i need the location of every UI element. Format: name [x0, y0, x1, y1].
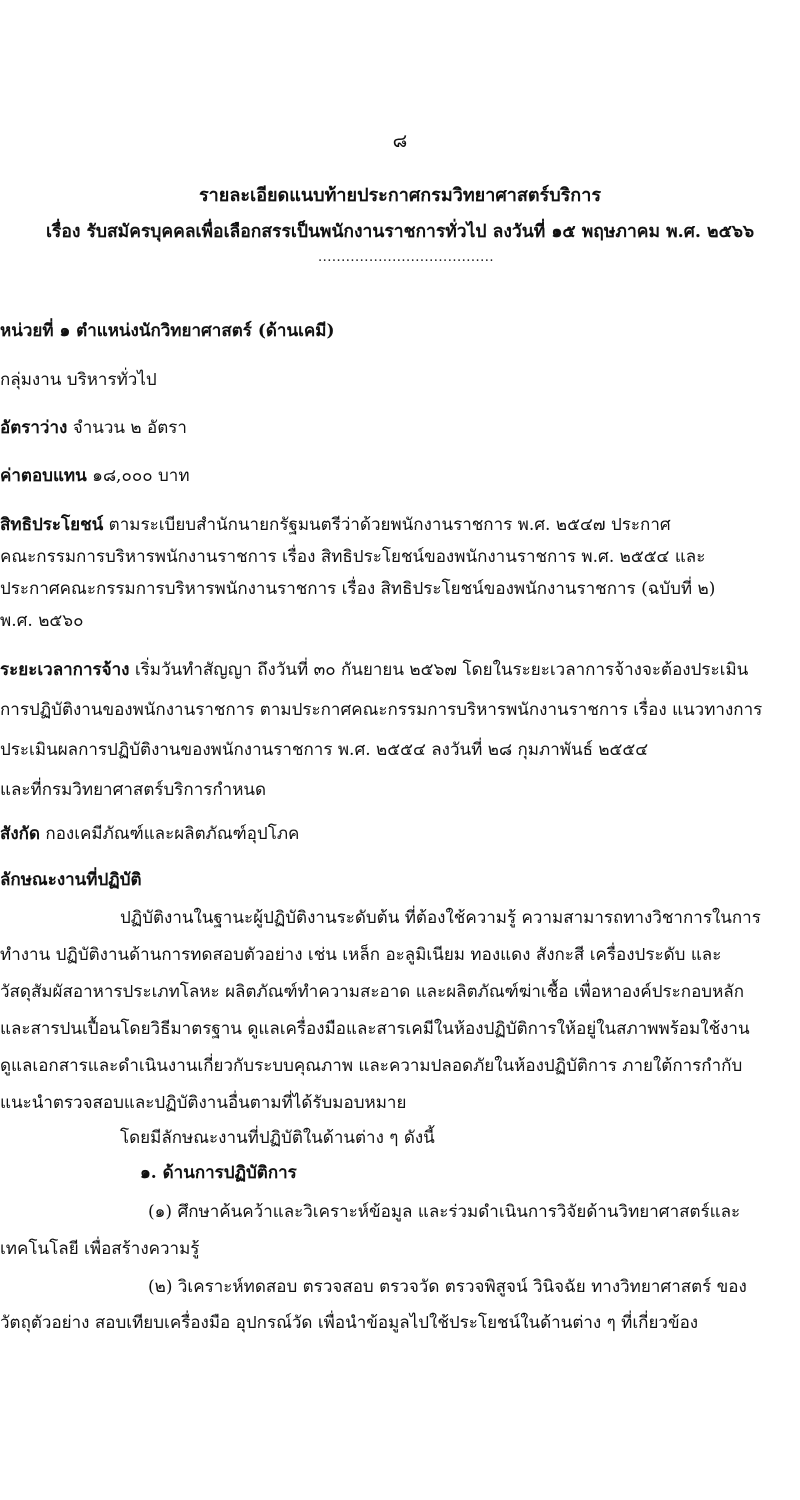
- rights-line: คณะกรรมการบริหารพนักงานราชการ เรื่อง สิทธิประโยชน์ของพนักงานราชการ พ.ศ. ๒๕๕๔ และ: [0, 547, 706, 567]
- rights-label: สิทธิประโยชน์: [0, 515, 104, 535]
- duties-line: แนะนำตรวจสอบและปฏิบัติงานอื่นตามที่ได้รับมอบหมาย: [0, 1093, 407, 1113]
- term-line: ประเมินผลการปฏิบัติงานของพนักงานราชการ พ.ศ. ๒๕๕๔ ลงวันที่ ๒๘ กุมภาพันธ์ ๒๕๕๔: [0, 740, 649, 760]
- document-subject: เรื่อง รับสมัครบุคคลเพื่อเลือกสรรเป็นพนักงานราชการทั่วไป ลงวันที่ ๑๕ พฤษภาคม พ.ศ. ๒๕๖๖: [45, 222, 755, 242]
- rights-text: ตามระเบียบสำนักนายกรัฐมนตรีว่าด้วยพนักงานราชการ พ.ศ. ๒๕๔๗ ประกาศ: [103, 515, 671, 535]
- item-line: (๒) วิเคราะห์ทดสอบ ตรวจสอบ ตรวจวัด ตรวจพิสูจน์ วินิจฉัย ทางวิทยาศาสตร์ ของ: [148, 1277, 747, 1297]
- page-number: ๘: [392, 130, 408, 152]
- duties-heading: ลักษณะงานที่ปฏิบัติ: [0, 870, 142, 890]
- affiliation: [0, 820, 790, 847]
- unit-heading: หน่วยที่ ๑ ตำแหน่งนักวิทยาศาสตร์ (ด้านเคมี): [0, 321, 335, 341]
- term-text: เริ่มวันทำสัญญา ถึงวันที่ ๓๐ กันยายน ๒๕๖๗ โดยในระยะเวลาการจ้างจะต้องประเมิน: [129, 660, 749, 680]
- affiliation-label: สังกัด: [0, 824, 41, 844]
- pay-label: ค่าตอบแทน: [0, 466, 87, 486]
- duties-line: ทำงาน ปฏิบัติงานด้านการทดสอบตัวอย่าง เช่น เหล็ก อะลูมิเนียม ทองแดง สังกะสี เครื่องประดับ และ: [0, 945, 722, 965]
- rights-line: [0, 511, 790, 538]
- term-line: การปฏิบัติงานของพนักงานราชการ ตามประกาศคณะกรรมการบริหารพนักงานราชการ เรื่อง แนวทางการ: [0, 700, 763, 720]
- affiliation-value: กองเคมีภัณฑ์และผลิตภัณฑ์อุปโภค: [40, 824, 300, 844]
- section-heading: ๑. ด้านการปฏิบัติการ: [140, 1163, 297, 1183]
- term-label: ระยะเวลาการจ้าง: [0, 660, 130, 680]
- compensation: [0, 462, 790, 489]
- separator: ......................................: [317, 250, 495, 265]
- pay-value: ๑๘,๐๐๐ บาท: [86, 466, 190, 486]
- term-line: และที่กรมวิทยาศาสตร์บริการกำหนด: [0, 780, 267, 800]
- vacancy: [0, 414, 790, 441]
- duties-line: ดูแลเอกสารและดำเนินงานเกี่ยวกับระบบคุณภาพ และความปลอดภัยในห้องปฏิบัติการ ภายใต้การกำกับ: [0, 1056, 743, 1076]
- job-group: กลุ่มงาน บริหารทั่วไป: [0, 370, 157, 390]
- duties-line: ปฏิบัติงานในฐานะผู้ปฏิบัติงานระดับต้น ที่ต้องใช้ความรู้ ความสามารถทางวิชาการในการ: [120, 908, 761, 928]
- rights-line: ประกาศคณะกรรมการบริหารพนักงานราชการ เรื่อง สิทธิประโยชน์ของพนักงานราชการ (ฉบับที่ ๒): [0, 579, 716, 599]
- rights-line: พ.ศ. ๒๕๖๐: [0, 611, 84, 631]
- document-title: รายละเอียดแนบท้ายประกาศกรมวิทยาศาสตร์บริการ: [199, 185, 601, 206]
- duties-intro: โดยมีลักษณะงานที่ปฏิบัติในด้านต่าง ๆ ดังนี้: [120, 1128, 435, 1148]
- duties-line: และสารปนเปื้อนโดยวิธีมาตรฐาน ดูแลเครื่องมือและสารเคมีในห้องปฏิบัติการให้อยู่ในสภาพพร้อมใช้งาน: [0, 1019, 750, 1039]
- vacancy-value: จำนวน ๒ อัตรา: [67, 418, 187, 438]
- item-line: (๑) ศึกษาค้นคว้าและวิเคราะห์ข้อมูล และร่วมดำเนินการวิจัยด้านวิทยาศาสตร์และ: [148, 1202, 741, 1222]
- vacancy-label: อัตราว่าง: [0, 418, 68, 438]
- item-line: เทคโนโลยี เพื่อสร้างความรู้: [0, 1239, 200, 1259]
- term-line: [0, 656, 790, 683]
- item-line: วัตถุตัวอย่าง สอบเทียบเครื่องมือ อุปกรณ์วัด เพื่อนำข้อมูลไปใช้ประโยชน์ในด้านต่าง ๆ ที่เกี่ยวข้อง: [0, 1313, 699, 1333]
- duties-line: วัสดุสัมผัสอาหารประเภทโลหะ ผลิตภัณฑ์ทำความสะอาด และผลิตภัณฑ์ฆ่าเชื้อ เพื่อหาองค์ประกอบหลัก: [0, 982, 744, 1002]
